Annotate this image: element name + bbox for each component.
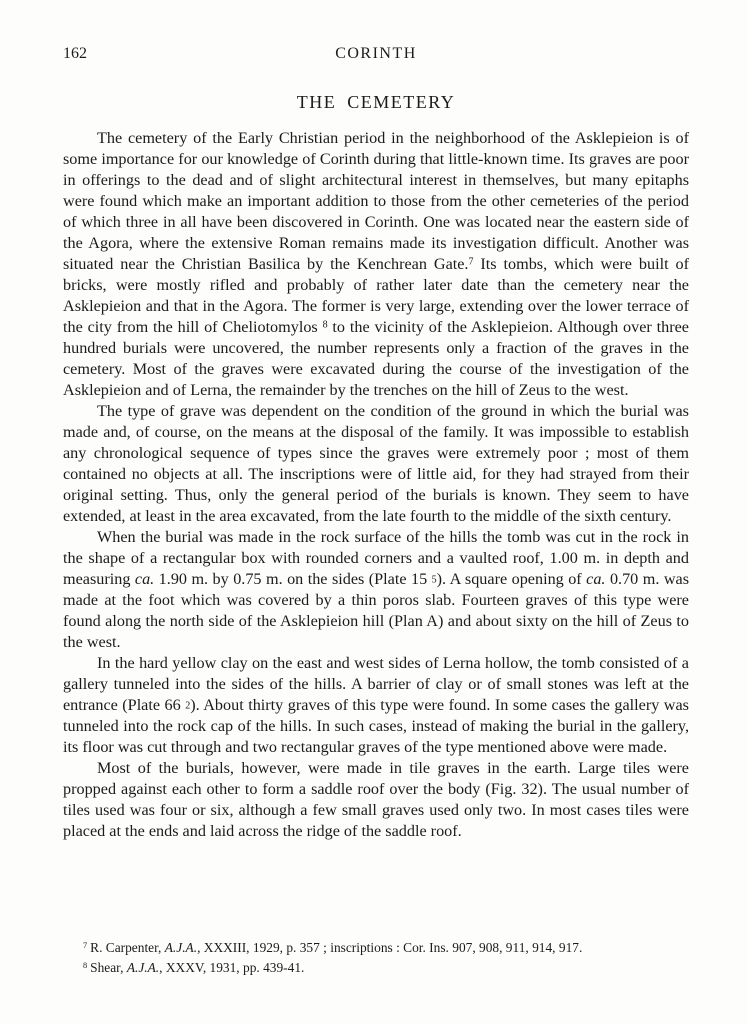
footnote bbox=[63, 938, 689, 958]
paragraph: Most of the burials, however, were made in tile graves in the earth. Large tiles were propped against each other to form a saddle roof over the body (Fig. 32). The usual number of tiles used was four or six, although a few small graves used only two. In most cases tiles were placed at the ends and laid across the ridge of the saddle roof. bbox=[63, 759, 689, 840]
footnote-marker: 7 bbox=[83, 941, 88, 951]
footnote-marker: 8 bbox=[83, 961, 88, 971]
footnotes bbox=[63, 938, 689, 978]
running-head: CORINTH bbox=[335, 45, 417, 62]
page-header bbox=[63, 45, 689, 65]
footnote bbox=[63, 958, 689, 978]
footnote-text: Shear, A.J.A., XXXV, 1931, pp. 439-41. bbox=[90, 960, 305, 975]
paragraph: When the burial was made in the rock surface of the hills the tomb was cut in the rock in the shape of a rectangular box with rounded corners and a vaulted roof, 1.00 m. in depth and measuring ca. 1.90 m. by 0.75 m. on the sides (Plate 15 5). A square opening of ca. 0.70 m. was made at the foot which was covered by a thin poros slab. Fourteen graves of this type were found along the north side of the Asklepieion hill (Plan A) and about sixty on the hill of Zeus to the west. bbox=[63, 528, 689, 651]
body-text bbox=[63, 128, 689, 842]
page-number: 162 bbox=[63, 45, 87, 62]
page-title: THE CEMETERY bbox=[296, 92, 456, 112]
paragraph: The cemetery of the Early Christian period in the neighborhood of the Asklepieion is of some importance for our knowledge of Corinth during that little-known time. Its graves are poor in offerings to the dead and of slight architectural interest in themselves, but many epitaphs were found which make an important addition to those from the other cemeteries of the period of which three in all have been discovered in Corinth. One was located near the eastern side of the Agora, where the extensive Roman remains made its investigation difficult. Another was situated near the Christian Basilica by the Kenchrean Gate.$^7$ Its tombs, which were built of bricks, were mostly rifled and probably of rather later date than the cemetery near the Asklepieion and that in the Agora. The former is very large, extending over the lower terrace of the city from the hill of Cheliotomylos $^8$ to the vicinity of the Asklepieion. Although over three hundred burials were uncovered, the number represents only a fraction of the graves in the cemetery. Most of the graves were excavated during the course of the investigation of the Asklepieion and of Lerna, the remainder by the trenches on the hill of Zeus to the west. bbox=[63, 129, 689, 399]
paragraph: The type of grave was dependent on the condition of the ground in which the burial was made and, of course, on the means at the disposal of the family. It was impossible to establish any chronological sequence of types since the graves were extremely poor ; most of them contained no objects at all. The inscriptions were of little aid, for they had strayed from their original setting. Thus, only the general period of the burials is known. They seem to have extended, at least in the area excavated, from the late fourth to the middle of the sixth century. bbox=[63, 402, 689, 525]
footnote-text: R. Carpenter, A.J.A., XXXIII, 1929, p. 357 ; inscriptions : Cor. Ins. 907, 908, 911, 914, 917. bbox=[90, 940, 583, 955]
paragraph: In the hard yellow clay on the east and west sides of Lerna hollow, the tomb consisted of a gallery tunneled into the sides of the hills. A barrier of clay or of small stones was left at the entrance (Plate 66 2). About thirty graves of this type were found. In some cases the gallery was tunneled into the rock cap of the hills. In such cases, instead of making the burial in the gallery, its floor was cut through and two rectangular graves of the type mentioned above were made. bbox=[63, 654, 689, 756]
